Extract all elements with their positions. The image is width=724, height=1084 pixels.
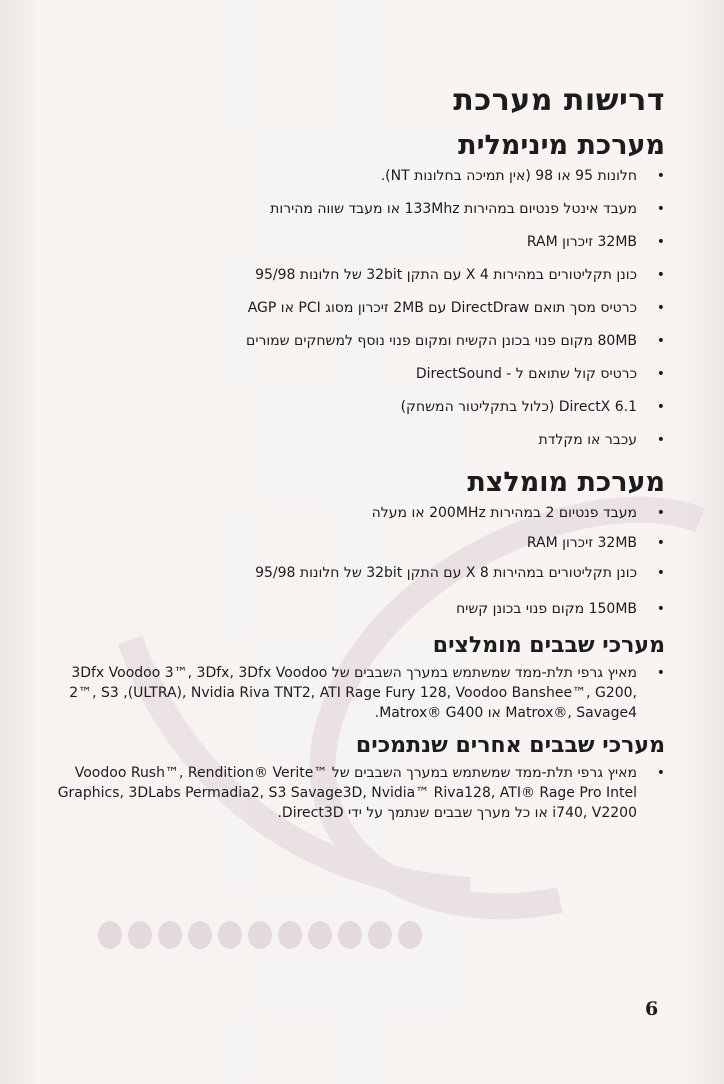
list-item: • חלונות 95 או 98 (אין תמיכה בחלונות NT). bbox=[40, 166, 665, 199]
list-item: • 80MB מקום פנוי בכונן הקשיח ומקום פנוי נוסף למשחקים שמורים bbox=[40, 331, 665, 364]
section-heading-recommended: מערכת מומלצת bbox=[467, 467, 665, 498]
section-heading-minimum: מערכת מינימלית bbox=[458, 130, 665, 161]
list-item: • 32MB זיכרון RAM bbox=[40, 533, 665, 563]
minimum-requirements-list bbox=[40, 166, 665, 463]
page-title: דרישות מערכת bbox=[453, 83, 665, 118]
list-item: • כונן תקליטורים במהירות X 4 עם התקן 32bit של חלונות 95/98 bbox=[40, 265, 665, 298]
section-heading-recommended-chipsets: מערכי שבבים מומלצים bbox=[432, 633, 665, 658]
recommended-chipsets-list bbox=[40, 663, 665, 729]
list-item: • מאיץ גרפי תלת-ממד שמשתמש במערך השבבים של 3Dfx Voodoo 3™, 3Dfx, 3Dfx Voodoo 2™, S3 ,(ULTRA), Nvidia Riva TNT2, ATI Rage Fury 128, Voodoo Banshee™, G200, Matrox®, Savage4 או Matrox® G400. bbox=[40, 663, 665, 729]
document-content bbox=[40, 80, 665, 829]
list-item: • כונן תקליטורים במהירות X 8 עם התקן 32bit של חלונות 95/98 bbox=[40, 563, 665, 599]
list-item: • מעבד אינטל פנטיום במהירות 133Mhz או מעבד שווה מהירות bbox=[40, 199, 665, 232]
list-item: • מעבד פנטיום 2 במהירות 200MHz או מעלה bbox=[40, 503, 665, 533]
list-item: • מאיץ גרפי תלת-ממד שמשתמש במערך השבבים של Voodoo Rush™, Rendition® Verite™ Graphics, 3DLabs Permadia2, S3 Savage3D, Nvidia™ Riva128, ATI® Rage Pro Intel i740, V2200 או כל מערך שבבים שנתמך על ידי Direct3D. bbox=[40, 763, 665, 829]
supported-chipsets-list bbox=[40, 763, 665, 829]
list-item: • עכבר או מקלדת bbox=[40, 430, 665, 463]
recommended-requirements-list bbox=[40, 503, 665, 629]
list-item: • 32MB זיכרון RAM bbox=[40, 232, 665, 265]
list-item: • כרטיס קול שתואם ל - DirectSound bbox=[40, 364, 665, 397]
page-number: 6 bbox=[645, 998, 659, 1020]
list-item: • 150MB מקום פנוי בכונן קשיח bbox=[40, 599, 665, 629]
section-heading-supported-chipsets: מערכי שבבים אחרים שנתמכים bbox=[355, 733, 665, 758]
list-item: • כרטיס מסך תואם DirectDraw עם 2MB זיכרון מסוג PCI או AGP bbox=[40, 298, 665, 331]
list-item: • DirectX 6.1 (כלול בתקליטור המשחק) bbox=[40, 397, 665, 430]
